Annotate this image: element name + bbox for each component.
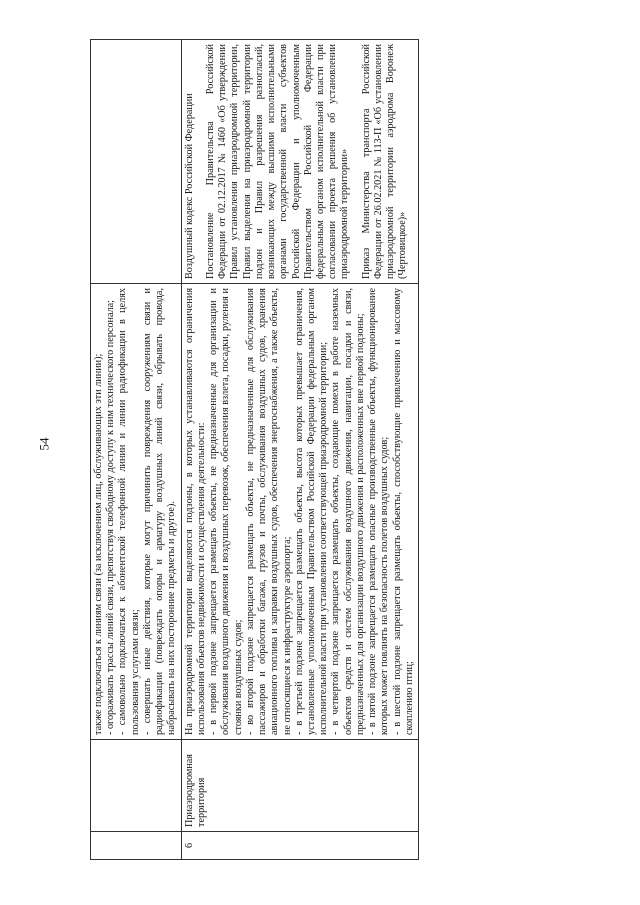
paragraph: - в пятой подзоне запрещается размещать опасные производственные объекты, функционирование которых может повлиять на безопасность полетов воздушных судов; (367, 288, 391, 735)
paragraph: Приказ Министерства транспорта Российской Федерации от 26.02.2021 № 113-П «Об установлении приаэродромной территории аэродрома Воронеж (Чертовицкое)» (360, 44, 409, 279)
rotated-page (80, 0, 560, 905)
content-cell (181, 284, 418, 740)
zone-name-cell: Приаэродромная территория (181, 740, 418, 832)
paragraph: - совершать иные действия, которые могут причинить повреждения сооружениям связи и радиофикации (повреждать опоры и арматуру воздушных линий связи, обрывать провода, набрасывать на них посторонние предметы и другое). (141, 288, 178, 735)
paragraph: - огораживать трассы линий связи, препятствуя свободному доступу к ним технического персонала; (105, 300, 117, 735)
table-row (181, 40, 418, 860)
basis-cell (181, 40, 418, 284)
paragraph: Постановление Правительства Российской Федерации от 02.12.2017 № 1460 «Об утверждении Правил установления приаэродромной территории, Правил выделения на приаэродромной территории подзон и Правил разрешения разногласий, возникающих между высшими исполнительными органами государственной власти субъектов Российской Федерации и уполномоченным Правительством Российской Федерации федеральным органом исполнительной власти при согласовании проекта решения об установлении приаэродромной территории» (204, 44, 351, 279)
page-number: 54 (36, 437, 52, 451)
table-row (91, 40, 182, 860)
paragraph: - в первой подзоне запрещается размещать объекты, не предназначенные для организации и обслуживания воздушного движения и воздушных перевозок, обеспечения взлета, посадки, руления и стоянки воздушных судов; (208, 288, 244, 735)
content-cell (91, 284, 182, 740)
zone-name-cell (91, 740, 182, 832)
restrictions-table (90, 39, 419, 860)
spacer (352, 44, 361, 279)
row-number-cell (91, 832, 182, 860)
paragraph: - в четвертой подзоне запрещается размещать объекты, создающие помехи в работе наземных объектов средств и систем обслуживания воздушного движения, навигации, посадки и связи, предназначенных для организации воздушного движения и расположенных вне первой подзоны; (330, 288, 366, 735)
spacer (196, 44, 205, 279)
basis-cell (91, 40, 182, 284)
paragraph: также подключаться к линиям связи (за исключением лиц, обслуживающих эти линии); (93, 353, 104, 735)
paragraph: - самовольно подключаться к абонентской телефонной линии и линии радиофикации в целях пользования услугами связи; (117, 288, 141, 735)
paragraph: - в третьей подзоне запрещается размещать объекты, высота которых превышает ограничения, установленные уполномоченным Правительством Российской Федерации федеральным органом исполнительной власти при установлении соответствующей приаэродромной территории; (293, 288, 330, 735)
paragraph: Воздушный кодекс Российской Федерации (183, 93, 195, 279)
paragraph: На приаэродромной территории выделяются подзоны, в которых устанавливаются ограничения использования объектов недвижимости и осуществления деятельности: (183, 288, 207, 735)
row-number-cell: 6 (181, 832, 418, 860)
paragraph: - во второй подзоне запрещается размещать объекты, не предназначенные для обслуживания пассажиров и обработки багажа, грузов и почты, обслуживания воздушных судов, хранения авиационного топлива и заправки воздушных судов, обеспечения энергоснабжения, а также объекты, не относящиеся к инфраструктуре аэропорта; (244, 288, 293, 735)
paragraph: - в шестой подзоне запрещается размещать объекты, способствующие привлечению и массовому скоплению птиц; (391, 288, 415, 735)
